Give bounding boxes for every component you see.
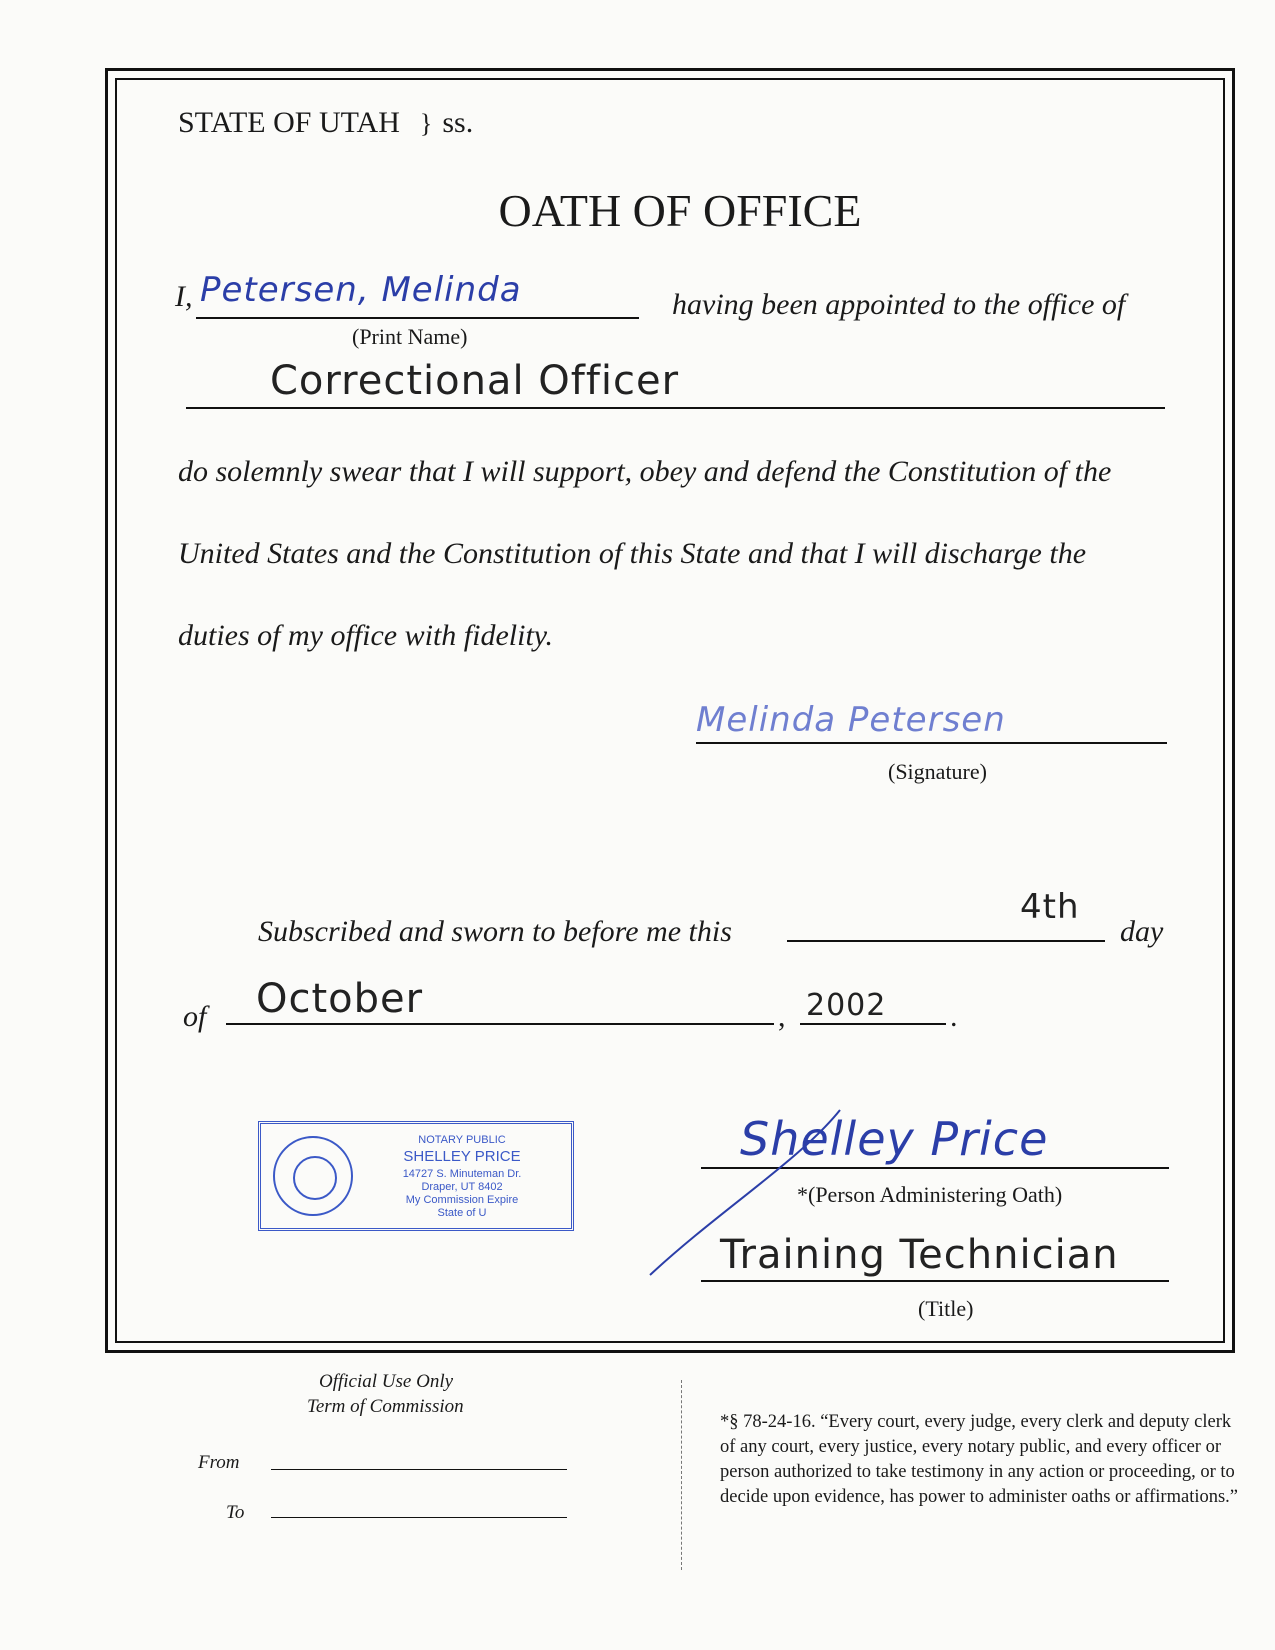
month-handwriting: October [256,976,424,1022]
footer-divider [681,1380,682,1570]
seal-line-4: Draper, UT 8402 [421,1181,503,1193]
print-name-label: (Print Name) [352,324,468,349]
office-line [186,407,1165,409]
day-line [787,940,1105,942]
ss-label: ss. [442,106,474,139]
appointed-text: having been appointed to the office of [672,288,1126,321]
administrator-label: *(Person Administering Oath) [797,1182,1063,1207]
venue-header [178,106,473,140]
from-line [271,1469,567,1470]
state-seal-icon [273,1136,353,1216]
oath-body-line-3: duties of my office with fidelity. [178,619,553,652]
state-label: STATE OF UTAH [178,106,400,139]
title-label: (Title) [918,1296,974,1321]
day-handwriting: 4th [1020,887,1080,927]
signature-label: (Signature) [888,759,987,784]
oath-body-line-1: do solemnly swear that I will support, obey and defend the Constitution of the [178,455,1112,488]
signature-line [696,742,1167,744]
print-name-line [196,317,639,319]
to-line [271,1517,567,1518]
notary-seal-stamp [258,1121,574,1231]
official-use-heading: Official Use Only [319,1371,454,1392]
year-line [800,1023,946,1025]
print-name-handwriting: Petersen, Melinda [200,270,522,310]
title-handwriting: Training Technician [720,1232,1119,1278]
day-label: day [1120,915,1164,948]
seal-line-3: 14727 S. Minuteman Dr. [402,1168,522,1180]
administrator-signature-handwriting: Shelley Price [740,1112,1049,1166]
comma: , [778,1000,786,1033]
seal-line-5: My Commission Expire [405,1194,519,1206]
from-label: From [198,1452,240,1473]
signature-handwriting: Melinda Petersen [696,700,1006,740]
oath-body-line-2: United States and the Constitution of this State and that I will discharge the [178,537,1087,570]
term-of-commission-heading: Term of Commission [307,1396,464,1417]
period: . [950,1000,958,1033]
office-handwriting: Correctional Officer [270,358,680,404]
statute-footnote: *§ 78-24-16. “Every court, every judge, every clerk and deputy clerk of any court, every justice, every notary public, and every officer or person authorized to take testimony in any action or proceeding, or to decide upon evidence, has power to administer oaths or affirmations.” [720,1412,1239,1507]
venue-brace: } [419,109,433,138]
seal-line-6: State of U [437,1207,487,1219]
of-label: of [183,1000,207,1033]
seal-line-2: SHELLEY PRICE [403,1148,521,1165]
seal-line-1: NOTARY PUBLIC [418,1134,506,1146]
to-label: To [226,1502,245,1523]
title-line [701,1280,1169,1282]
page-title: OATH OF OFFICE [498,185,862,236]
year-handwriting: 2002 [806,988,887,1023]
i-prefix: I, [175,280,193,313]
month-line [226,1023,774,1025]
subscribed-text: Subscribed and sworn to before me this [258,915,732,948]
